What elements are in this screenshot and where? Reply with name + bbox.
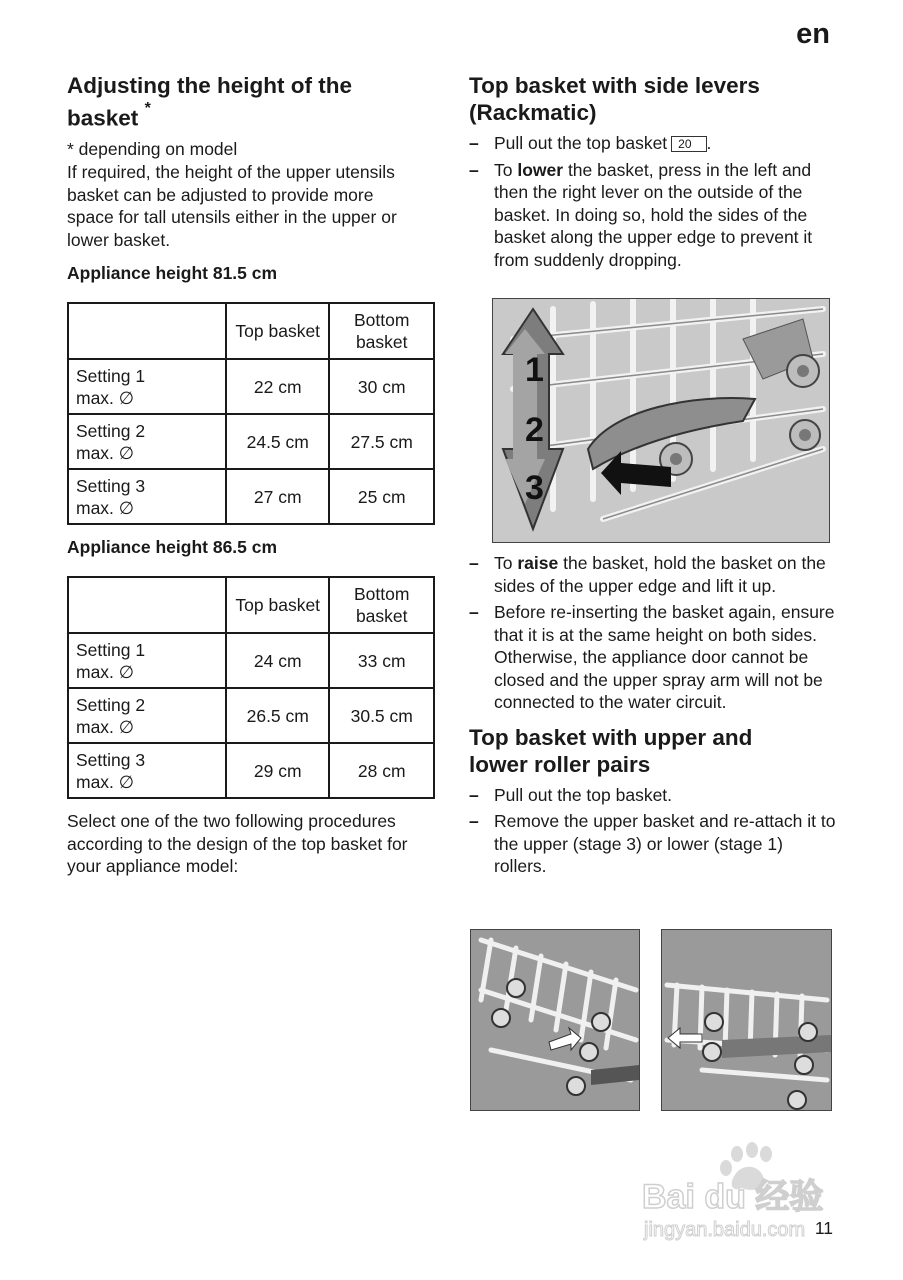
list-item: – Pull out the top basket. — [469, 784, 839, 807]
bottom-value: 27.5 cm — [329, 414, 434, 469]
rackmatic-steps-continued — [469, 552, 839, 714]
top-value: 22 cm — [226, 359, 329, 414]
left-column — [67, 72, 435, 878]
bottom-value: 30.5 cm — [329, 688, 434, 743]
header-top-basket: Top basket — [226, 577, 329, 633]
list-item: – Before re-inserting the basket again, ensure that it is at the same height on both sides. Otherwise, the appliance door cannot be closed and the upper spray arm will not be connected to the water circuit. — [469, 601, 839, 714]
bottom-value: 28 cm — [329, 743, 434, 798]
basket-lever-drawing — [493, 299, 829, 542]
title-text: Adjusting the height of the basket — [67, 73, 352, 131]
table-row — [68, 414, 434, 469]
table-row — [68, 633, 434, 688]
setting-label: Setting 2 max. ∅ — [68, 414, 226, 469]
section-title-roller-pairs: Top basket with upper and lower roller pairs — [469, 724, 753, 777]
section-title-height — [67, 72, 397, 132]
bottom-value: 25 cm — [329, 469, 434, 524]
roller-steps — [469, 784, 839, 878]
setting-label: Setting 3 max. ∅ — [68, 469, 226, 524]
bottom-value: 33 cm — [329, 633, 434, 688]
list-item: – Remove the upper basket and re-attach it to the upper (stage 3) or lower (stage 1) rollers. — [469, 810, 839, 878]
list-item: – To raise the basket, hold the basket on the sides of the upper edge and lift it up. — [469, 552, 839, 597]
header-top-basket: Top basket — [226, 303, 329, 359]
list-item: – To lower the basket, press in the left and then the right lever on the outside of the basket. In doing so, hold the sides of the basket along the upper edge to prevent it from suddenly dropping. — [469, 159, 839, 272]
header-bottom-basket: Bottom basket — [329, 303, 434, 359]
roller-illustration-lower — [661, 929, 832, 1111]
table-row — [68, 743, 434, 798]
page-reference: 20 — [671, 136, 706, 152]
rackmatic-illustration — [492, 298, 830, 543]
right-column-lower — [469, 552, 839, 882]
setting-label: Setting 1 max. ∅ — [68, 633, 226, 688]
setting-label: Setting 3 max. ∅ — [68, 743, 226, 798]
top-value: 24 cm — [226, 633, 329, 688]
page-number: 11 — [814, 1218, 833, 1238]
procedure-selection-text: Select one of the two following procedures according to the design of the top basket for your appliance model: — [67, 811, 408, 876]
figure-number-2: 2 — [525, 411, 544, 449]
figure-number-3: 3 — [525, 469, 544, 507]
setting-label: Setting 2 max. ∅ — [68, 688, 226, 743]
table-caption-86: Appliance height 86.5 cm — [67, 537, 278, 557]
header-bottom-basket: Bottom basket — [329, 577, 434, 633]
list-item: – Pull out the top basket 20 . — [469, 132, 839, 155]
watermark-url: jingyan.baidu.com — [644, 1219, 806, 1241]
table-header-row — [68, 577, 434, 633]
header-empty — [68, 303, 226, 359]
table-row — [68, 688, 434, 743]
language-code: en — [796, 18, 830, 50]
figure-number-1: 1 — [525, 351, 544, 389]
top-value: 24.5 cm — [226, 414, 329, 469]
table-header-row — [68, 303, 434, 359]
table-caption-81: Appliance height 81.5 cm — [67, 263, 278, 283]
roller-drawing-upper — [471, 930, 639, 1110]
roller-drawing-lower — [662, 930, 831, 1110]
top-value: 26.5 cm — [226, 688, 329, 743]
intro-paragraph: If required, the height of the upper utensils basket can be adjusted to provide more space for tall utensils either in the upper or lower basket. — [67, 162, 397, 250]
table-row — [68, 469, 434, 524]
roller-illustration-upper — [470, 929, 640, 1111]
table-row — [68, 359, 434, 414]
top-value: 29 cm — [226, 743, 329, 798]
right-column — [469, 72, 839, 275]
height-table-81 — [67, 302, 435, 525]
top-value: 27 cm — [226, 469, 329, 524]
header-empty — [68, 577, 226, 633]
bottom-value: 30 cm — [329, 359, 434, 414]
height-table-86 — [67, 576, 435, 799]
section-title-rackmatic: Top basket with side levers (Rackmatic) — [469, 73, 760, 125]
rackmatic-steps — [469, 132, 839, 271]
setting-label: Setting 1 max. ∅ — [68, 359, 226, 414]
watermark-brand: Bai du 经验 — [642, 1178, 824, 1216]
model-note: * depending on model — [67, 138, 238, 159]
model-footnote-mark: * — [144, 100, 151, 117]
